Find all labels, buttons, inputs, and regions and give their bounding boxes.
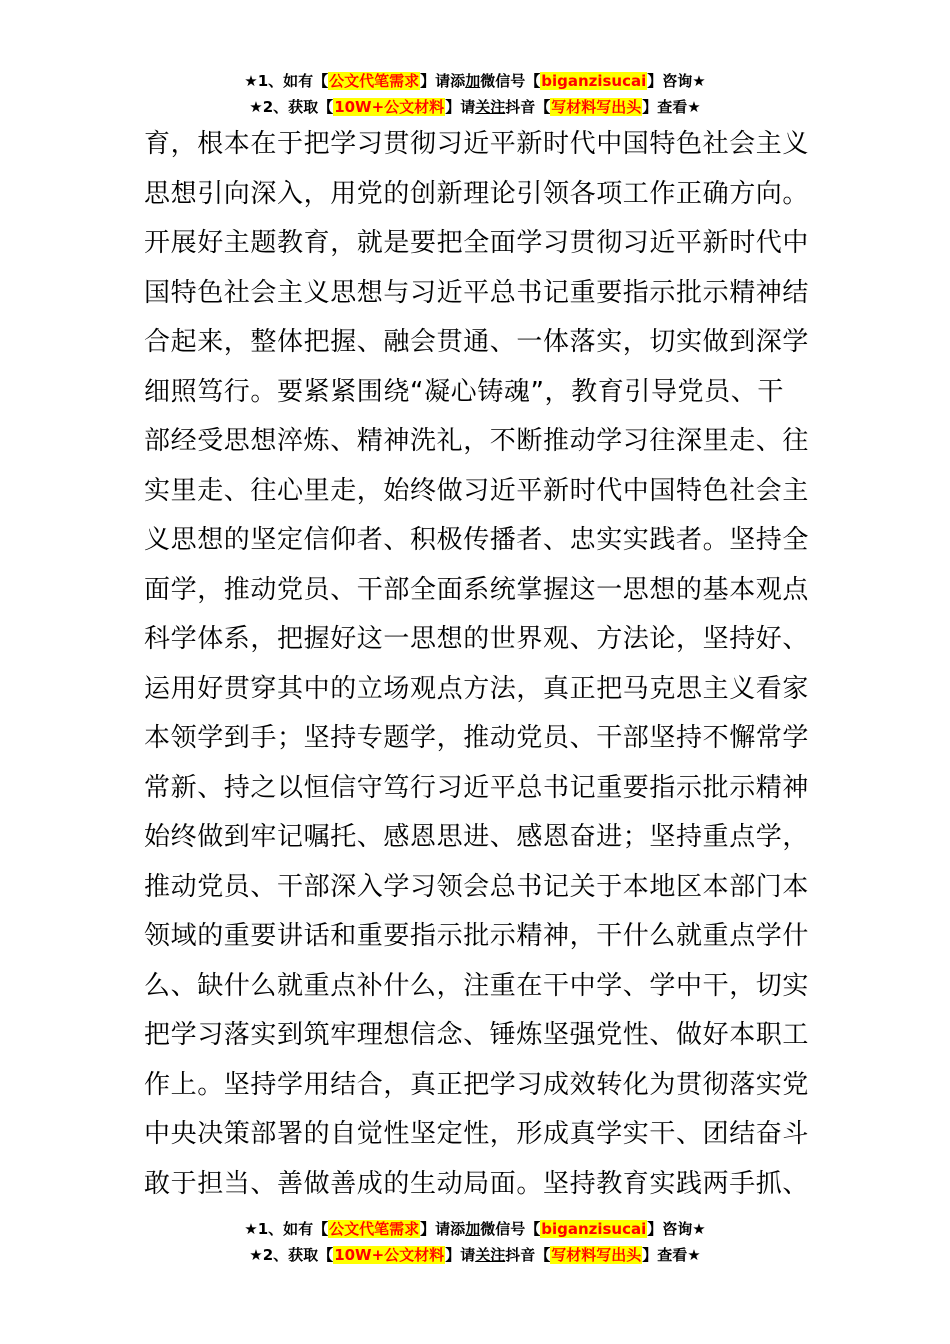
- body-line: 思想引向深入，用党的创新理论引领各项工作正确方向。: [144, 178, 810, 209]
- document-body: [144, 120, 824, 1209]
- body-line: 么、缺什么就重点补什么，注重在干中学、学中干，切实: [144, 970, 810, 1001]
- body-line: 部经受思想淬炼、精神洗礼，不断推动学习往深里走、往: [144, 426, 810, 456]
- body-line: 实里走、往心里走，始终做习近平新时代中国特色社会主: [144, 475, 810, 506]
- body-line: 中央决策部署的自觉性坚定性，形成真学实干、团结奋斗: [144, 1119, 810, 1149]
- body-line: 领域的重要讲话和重要指示批示精神，干什么就重点学什: [144, 921, 810, 951]
- promo-text: ★1、如有【: [244, 1220, 329, 1238]
- promo-text: 】请: [445, 1246, 476, 1264]
- promo-highlight: 公文代笔需求: [329, 1220, 420, 1238]
- body-line: 细照笃行。要紧紧围绕“凝心铸魂”，教育引导党员、干: [144, 376, 784, 407]
- body-line: 合起来，整体把握、融会贯通、一体落实，切实做到深学: [144, 327, 810, 357]
- body-line: 育，根本在于把学习贯彻习近平新时代中国特色社会主义: [144, 129, 810, 159]
- body-line: 运用好贯穿其中的立场观点方法，真正把马克思主义看家: [144, 673, 810, 704]
- promo-text: ★1、如有【: [244, 72, 329, 90]
- footer-promo-banner: [0, 1216, 950, 1268]
- header-promo-banner: [0, 68, 950, 120]
- douyin-account-highlight: 写材料写出头: [551, 98, 642, 116]
- promo-text: 抖音【: [505, 98, 551, 116]
- body-line: 作上。坚持学用结合，真正把学习成效转化为贯彻落实党: [144, 1069, 810, 1100]
- body-line: 把学习落实到筑牢理想信念、锤炼坚强党性、做好本职工: [144, 1020, 810, 1050]
- body-line: 敢于担当、善做善成的生动局面。坚持教育实践两手抓、: [144, 1168, 810, 1199]
- promo-text: 抖音【: [505, 1246, 551, 1264]
- promo-text: 关注: [475, 98, 506, 116]
- wechat-id-highlight: biganzisucai: [541, 72, 647, 90]
- body-line: 推动党员、干部深入学习领会总书记关于本地区本部门本: [144, 871, 810, 902]
- promo-text: 关注: [475, 1246, 506, 1264]
- promo-text: 加: [465, 72, 481, 90]
- promo-text: ★2、获取【: [249, 98, 334, 116]
- promo-text: 】咨询★: [647, 1220, 706, 1238]
- promo-text: 】请添: [420, 72, 466, 90]
- promo-highlight: 10W+公文材料: [334, 1246, 445, 1264]
- promo-text: 微信号【: [480, 1220, 541, 1238]
- promo-text: 】查看★: [642, 98, 701, 116]
- promo-text: ★2、获取【: [249, 1246, 334, 1264]
- douyin-account-highlight: 写材料写出头: [551, 1246, 642, 1264]
- promo-text: 微信号【: [480, 72, 541, 90]
- promo-text: 】咨询★: [647, 72, 706, 90]
- body-line: 义思想的坚定信仰者、积极传播者、忠实实践者。坚持全: [144, 525, 810, 555]
- promo-line-1: [0, 68, 950, 94]
- body-line: 开展好主题教育，就是要把全面学习贯彻习近平新时代中: [144, 228, 810, 258]
- promo-text: 】查看★: [642, 1246, 701, 1264]
- body-line: 始终做到牢记嘱托、感恩思进、感恩奋进；坚持重点学，: [144, 822, 810, 852]
- promo-line-1: [0, 1216, 950, 1242]
- body-line: 本领学到手；坚持专题学，推动党员、干部坚持不懈常学: [144, 723, 810, 753]
- body-line: 国特色社会主义思想与习近平总书记重要指示批示精神结: [144, 277, 810, 308]
- wechat-id-highlight: biganzisucai: [541, 1220, 647, 1238]
- promo-highlight: 公文代笔需求: [329, 72, 420, 90]
- body-line: 科学体系，把握好这一思想的世界观、方法论，坚持好、: [144, 624, 810, 654]
- body-line: 面学，推动党员、干部全面系统掌握这一思想的基本观点: [144, 574, 810, 605]
- promo-text: 】请: [445, 98, 476, 116]
- body-line: 常新、持之以恒信守笃行习近平总书记重要指示批示精神: [144, 772, 810, 803]
- promo-text: 加: [465, 1220, 481, 1238]
- promo-highlight: 10W+公文材料: [334, 98, 445, 116]
- promo-line-2: [0, 94, 950, 120]
- promo-line-2: [0, 1242, 950, 1268]
- promo-text: 】请添: [420, 1220, 466, 1238]
